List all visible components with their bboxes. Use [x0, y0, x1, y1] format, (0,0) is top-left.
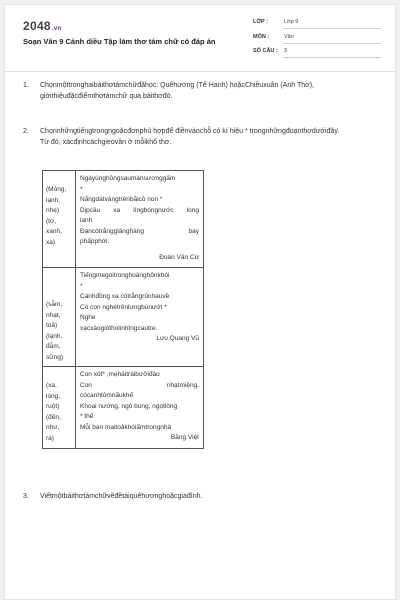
option-word: xa): [46, 238, 56, 246]
verse-line: Nắngdátvàngtrênbãicỏ non *: [80, 196, 163, 203]
verse-word: Đàncòtrắngglánghàng: [80, 227, 144, 235]
question-number: 3.: [23, 493, 29, 500]
option-word: (Mỏng,: [46, 186, 67, 193]
logo-text: 2048: [23, 19, 51, 33]
verse-line: cócanhtômnấukhế: [80, 392, 134, 399]
options-cell: [43, 268, 76, 367]
option-word: nhẹ): [46, 207, 60, 214]
document-page: [4, 4, 396, 600]
question-line: Viếtmộtbàithơtámchữvềđềtàiquêhươnghoặcgiađình.: [40, 493, 203, 500]
option-word: lòng,: [46, 392, 61, 400]
verse-word: nhạtmiệng,: [166, 381, 199, 389]
verse-word: Dịpcầu: [80, 206, 101, 214]
option-word: sững): [46, 353, 63, 361]
verse-cell: [76, 367, 204, 449]
verse-word: long: [186, 206, 199, 214]
verse-line: Cánhđồng xa cótrắngrủnhauvề: [80, 293, 170, 300]
verse-line: Ngàyúnghồngsaumànsươnggấm: [80, 175, 176, 182]
table-row: [43, 367, 204, 449]
verse-line: [80, 227, 199, 238]
verse-line: Tiếngmegoitronghoànghônkhói: [80, 272, 170, 279]
meta-label: LỚP :: [253, 19, 268, 25]
verse-line: Nghe: [80, 314, 96, 321]
option-word: (tơ,: [46, 217, 57, 225]
meta-value: 3: [284, 48, 288, 54]
logo-suffix: .vn: [51, 26, 62, 32]
verse-cell: [76, 171, 204, 268]
verse-word: Con: [80, 381, 92, 389]
verse-line: * thế: [80, 413, 94, 420]
meta-underline: [283, 43, 381, 44]
verse-line: [80, 206, 199, 217]
verse-line: Con xót* ,mẹháitráibưởiđào: [80, 371, 160, 378]
question-line: Chọnmộttronghaibàithơtámchữđãhọc: Quêhương (Tế Hanh) hoặcChiềuxuân (Anh Thơ),: [40, 82, 314, 89]
verse-author: Băng Việt: [170, 434, 199, 441]
table-row: [43, 268, 204, 367]
meta-underline: [283, 28, 381, 29]
option-word: (sẫm,: [46, 301, 63, 308]
verse-line: phấpphới.: [80, 238, 110, 245]
question-line: Từ đó, xácđịnhcáchgieovần ở mỗikhổ thơ.: [40, 139, 172, 146]
header: [5, 5, 395, 67]
question-line: giớithiệuđặcđiểmthơtámchữ qua bàithơđó.: [40, 93, 173, 100]
exercise-table: [42, 170, 204, 449]
verse-author: Lưu Quang Vũ: [156, 335, 199, 342]
verse-word: bay: [188, 227, 199, 235]
option-word: (đến,: [46, 413, 61, 421]
verse-line: [80, 381, 199, 392]
verse-line: Có con nghétrênlưngbùnướt *: [80, 303, 167, 311]
verse-line: xạcxàogiótholinhtngcautre.: [80, 324, 158, 332]
meta-underline: [283, 57, 381, 58]
meta-label: SỐ CÂU :: [253, 48, 278, 54]
meta-value: Văn: [284, 34, 294, 40]
site-logo[interactable]: [23, 19, 61, 33]
option-word: xanh,: [46, 228, 62, 235]
option-word: (lạnh,: [46, 332, 63, 340]
option-word: như,: [46, 424, 60, 431]
header-divider: [5, 71, 395, 72]
verse-line: *: [80, 282, 83, 290]
option-word: ruột): [46, 403, 60, 410]
table-row: [43, 171, 204, 268]
question-number: 2.: [23, 128, 29, 135]
verse-line: *: [80, 185, 83, 193]
option-word: ra): [46, 434, 54, 442]
question-text: [40, 126, 375, 148]
question-number: 1.: [23, 82, 29, 89]
verse-word: xa: [113, 206, 121, 214]
option-word: nhạt,: [46, 311, 61, 319]
verse-line: Khoai nướng, ngô bung, ngọtlòng: [80, 402, 178, 410]
option-word: toả): [46, 322, 58, 329]
verse-line: lanh: [80, 217, 93, 224]
options-cell: [43, 367, 76, 449]
verse-cell: [76, 268, 204, 367]
option-word: lạnh,: [46, 196, 61, 204]
verse-author: Đoàn Văn Cừ: [159, 253, 199, 261]
question-line: Chọnnhữngtiếngtrongngoặcđơnphù hợpđể điềnvàochỗ có kí hiệu * trongnhữngđoạnthơdướiđây.: [40, 128, 340, 135]
document-title: Soạn Văn 9 Cánh diều Tập làm thơ tám chữ có đáp án: [23, 37, 216, 46]
options-cell: [43, 171, 76, 268]
option-word: đẫm,: [46, 343, 61, 350]
meta-label: MÔN :: [253, 34, 270, 40]
option-word: (xa,: [46, 382, 57, 389]
question-text: [40, 80, 375, 102]
verse-word: lìngbóngnước: [133, 206, 174, 214]
verse-line: Mỗi ban maitoảkhóiấmtrongnhà: [80, 423, 172, 431]
question-text: [40, 491, 375, 502]
meta-value: Lớp 9: [284, 19, 299, 25]
